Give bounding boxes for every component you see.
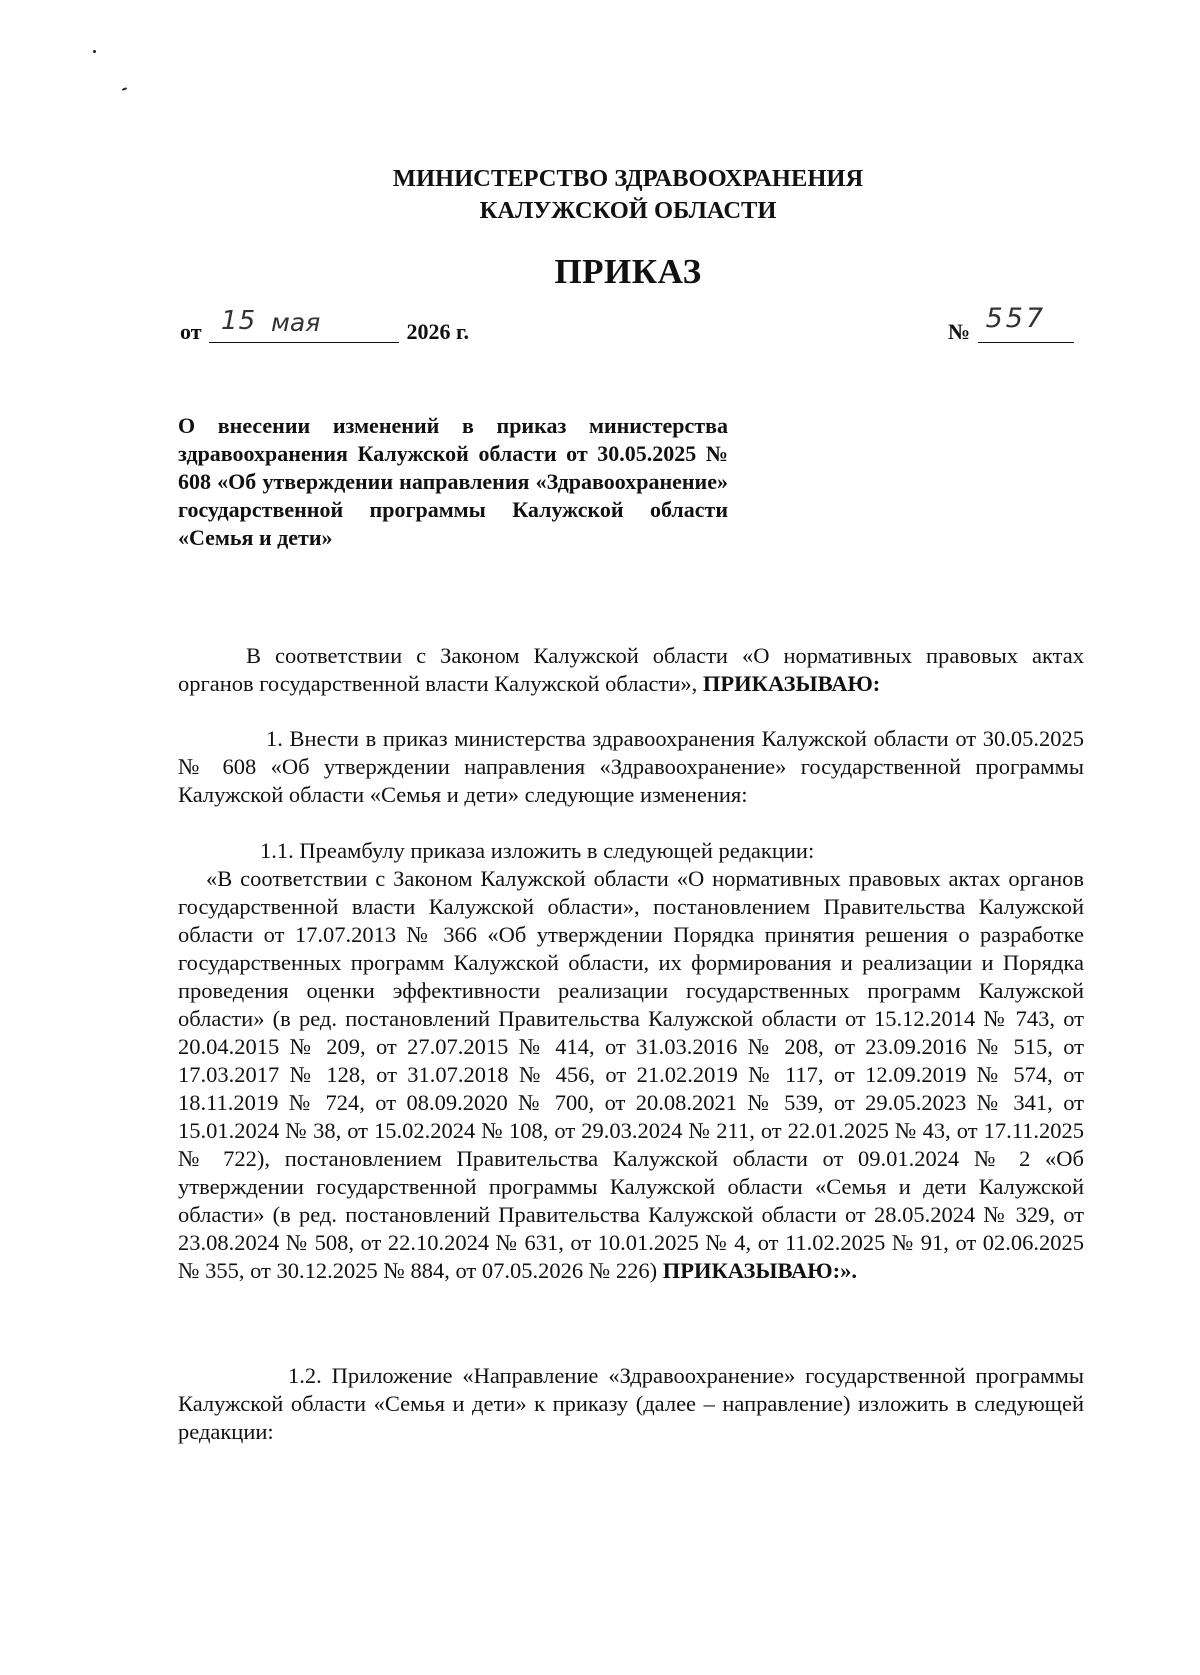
scan-speck (122, 87, 127, 91)
handwritten-number: 557 (985, 303, 1047, 334)
date-blank (209, 306, 399, 343)
item-1-1-quote-order-word: ПРИКАЗЫВАЮ:». (662, 1258, 857, 1283)
number-blank (978, 303, 1074, 343)
item-1-2-paragraph: 1.2. Приложение «Направление «Здравоохранение» государственной программы Калужской области «Семья и дети» к приказу (далее – направление) изложить в следующей редакции: (178, 1363, 1084, 1444)
preamble-order-word: ПРИКАЗЫВАЮ: (702, 671, 881, 696)
order-number (948, 303, 1074, 347)
ministry-line-1: МИНИСТЕРСТВО ЗДРАВООХРАНЕНИЯ (392, 165, 864, 192)
preamble-text: В соответствии с Законом Калужской области «О нормативных правовых актах органов государственной власти Калужской области», (178, 643, 1084, 696)
order-date (180, 306, 470, 347)
item-1-1-quote-paragraph (178, 865, 1084, 1285)
scan-speck (93, 50, 96, 53)
number-prefix: № (948, 319, 971, 344)
handwritten-month: мая (271, 308, 321, 337)
item-1-paragraph: 1. Внести в приказ министерства здравоохранения Калужской области от 30.05.2025 № 608 «Об утверждении направления «Здравоохранение» государственной программы Калужской области «Семья и дети» следующие изменения: (178, 726, 1084, 807)
ministry-header (300, 163, 956, 227)
document-type-title: ПРИКАЗ (554, 252, 702, 291)
date-year: 2026 г. (406, 319, 470, 344)
item-1-1-paragraph: 1.1. Преамбулу приказа изложить в следующей редакции: (260, 838, 815, 863)
date-prefix: от (180, 319, 202, 344)
preamble-paragraph (178, 642, 1084, 698)
item-1-1-quote-text: «В соответствии с Законом Калужской области «О нормативных правовых актах органов государственной власти Калужской области», постановлением Правительства Калужской области от 17.07.2013 № 366 «Об утверждении Порядка принятия решения о разработке государственных программ Калужской области, их формирования и реализации и Порядка проведения оценки эффективности реализации государственных программ Калужской области» (в ред. постановлений Правительства Калужской области от 15.12.2014 № 743, от 20.04.2015 № 209, от 27.07.2015 № 414, от 31.03.2016 № 208, от 23.09.2016 № 515, от 17.03.2017 № 128, от 31.07.2018 № 456, от 21.02.2019 № 117, от 12.09.2019 № 574, от 18.11.2019 № 724, от 08.09.2020 № 700, от 20.08.2021 № 539, от 29.05.2023 № 341, от 15.01.2024 № 38, от 15.02.2024 № 108, от 29.03.2024 № 211, от 22.01.2025 № 43, от 17.11.2025 № 722), постановлением Правительства Калужской области от 09.01.2024 № 2 «Об утверждении государственной программы Калужской области «Семья и дети Калужской области» (в ред. постановлений Правительства Калужской области от 28.05.2024 № 329, от 23.08.2024 № 508, от 22.10.2024 № 631, от 10.01.2025 № 4, от 11.02.2025 № 91, от 02.06.2025 № 355, от 30.12.2025 № 884, от 07.05.2026 № 226) (178, 866, 1084, 1283)
ministry-line-2: КАЛУЖСКОЙ ОБЛАСТИ (479, 197, 777, 224)
handwritten-day: 15 (221, 306, 257, 336)
document-subject: О внесении изменений в приказ министерства здравоохранения Калужской области от 30.05.2025 № 608 «Об утверждении направления «Здравоохранение» государственной программы Калужской области «Семья и дети» (178, 413, 728, 550)
